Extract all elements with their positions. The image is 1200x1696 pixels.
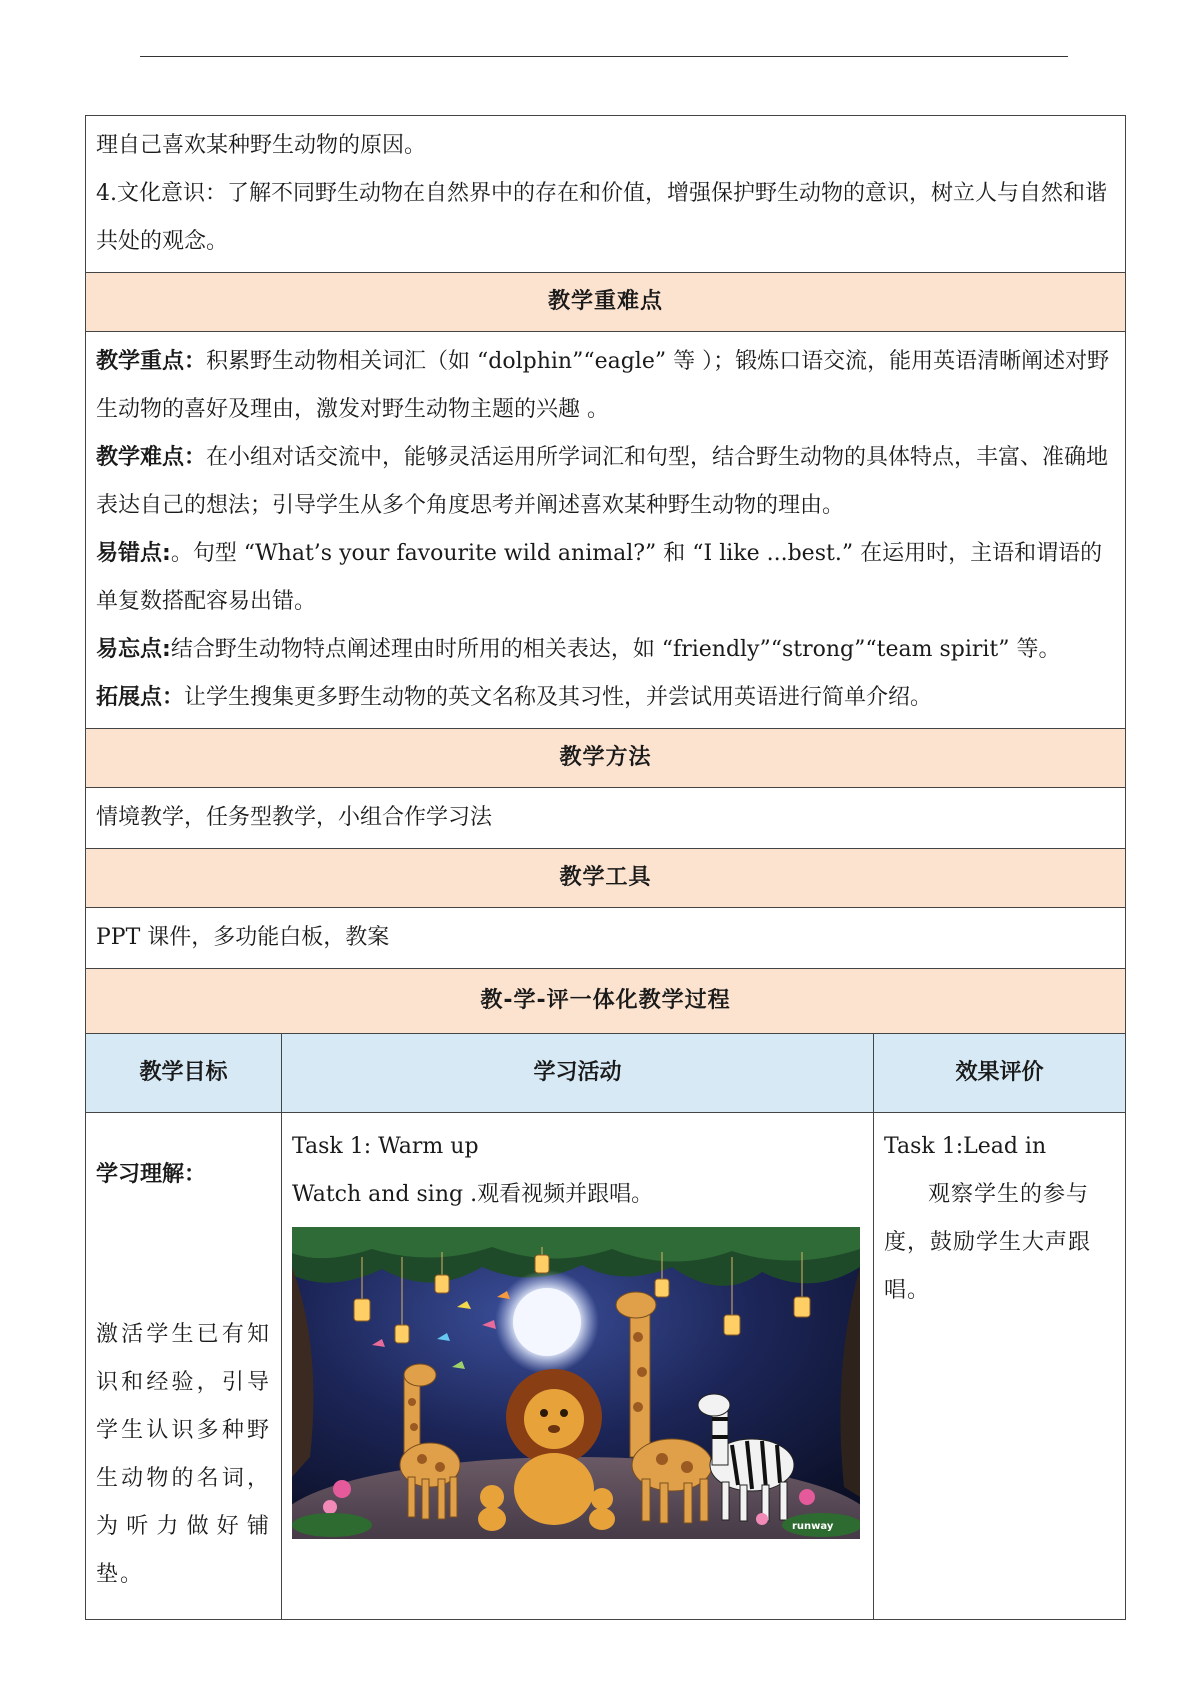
goal-cell [86,1113,282,1620]
methods-text: 情境教学，任务型教学，小组合作学习法 [86,788,1126,849]
key-focus [96,338,1115,434]
tools-row [86,908,1126,969]
task-title: Task 1: Warm up [292,1134,479,1159]
process-columns-row [86,1034,1126,1113]
objective-culture: 4.文化意识：了解不同野生动物在自然界中的存在和价值，增强保护野生动物的意识，树立人与自然和谐共处的观念。 [96,181,1107,254]
key-error [96,530,1115,626]
activity-cell [282,1113,874,1620]
key-difficulty-text: 在小组对话交流中，能够灵活运用所学词汇和句型，结合野生动物的具体特点，丰富、准确地表达自己的想法；引导学生从多个角度思考并阐述喜欢某种野生动物的理由。 [96,445,1109,518]
wild-animals-illustration [292,1227,860,1539]
col-head-goal: 教学目标 [86,1034,282,1113]
key-extend [96,674,1115,722]
objectives-row [86,116,1126,273]
key-difficulty [96,434,1115,530]
methods-header-row [86,729,1126,788]
lesson-plan-table [85,115,1126,1620]
methods-row [86,788,1126,849]
key-focus-label: 教学重点： [96,349,207,374]
task-instruction: Watch and sing .观看视频并跟唱。 [292,1182,654,1207]
eval-title: Task 1:Lead in [884,1134,1047,1159]
key-extend-label: 拓展点： [96,685,185,710]
process-task1-row [86,1113,1126,1620]
key-error-label: 易错点: [96,541,171,566]
objectives-cell [86,116,1126,273]
process-heading: 教-学-评一体化教学过程 [86,969,1126,1034]
goal-label: 学习理解： [96,1162,207,1187]
key-error-text: 。句型 “What’s your favourite wild animal?” 和 “I like ...best.” 在运用时，主语和谓语的单复数搭配容易出错。 [96,541,1103,614]
key-focus-text: 积累野生动物相关词汇（如 “dolphin”“eagle” 等 ）；锻炼口语交流，能用英语清晰阐述对野生动物的喜好及理由，激发对野生动物主题的兴趣 。 [96,349,1110,422]
goal-text: 激活学生已有知识和经验，引导学生认识多种野生动物的名词，为听力做好铺垫。 [96,1322,271,1587]
col-head-activity: 学习活动 [282,1034,874,1113]
header-rule [140,56,1068,57]
methods-heading: 教学方法 [86,729,1126,788]
process-header-row [86,969,1126,1034]
key-points-header-row [86,273,1126,332]
key-forget-label: 易忘点: [96,637,171,662]
image-watermark: runway [792,1521,834,1532]
objective-line-continued: 理自己喜欢某种野生动物的原因。 [96,133,427,158]
key-points-heading: 教学重难点 [86,273,1126,332]
col-head-eval: 效果评价 [874,1034,1126,1113]
eval-cell [874,1113,1126,1620]
key-forget [96,626,1115,674]
key-difficulty-label: 教学难点： [96,445,207,470]
key-points-row [86,332,1126,729]
key-extend-text: 让学生搜集更多野生动物的英文名称及其习性，并尝试用英语进行简单介绍。 [184,685,933,710]
tools-heading: 教学工具 [86,849,1126,908]
key-forget-text: 结合野生动物特点阐述理由时所用的相关表达，如 “friendly”“strong”“team spirit” 等。 [170,637,1061,662]
tools-text: PPT 课件，多功能白板，教案 [86,908,1126,969]
tools-header-row [86,849,1126,908]
key-points-cell [86,332,1126,729]
eval-text: 观察学生的参与度，鼓励学生大声跟唱。 [884,1182,1092,1303]
